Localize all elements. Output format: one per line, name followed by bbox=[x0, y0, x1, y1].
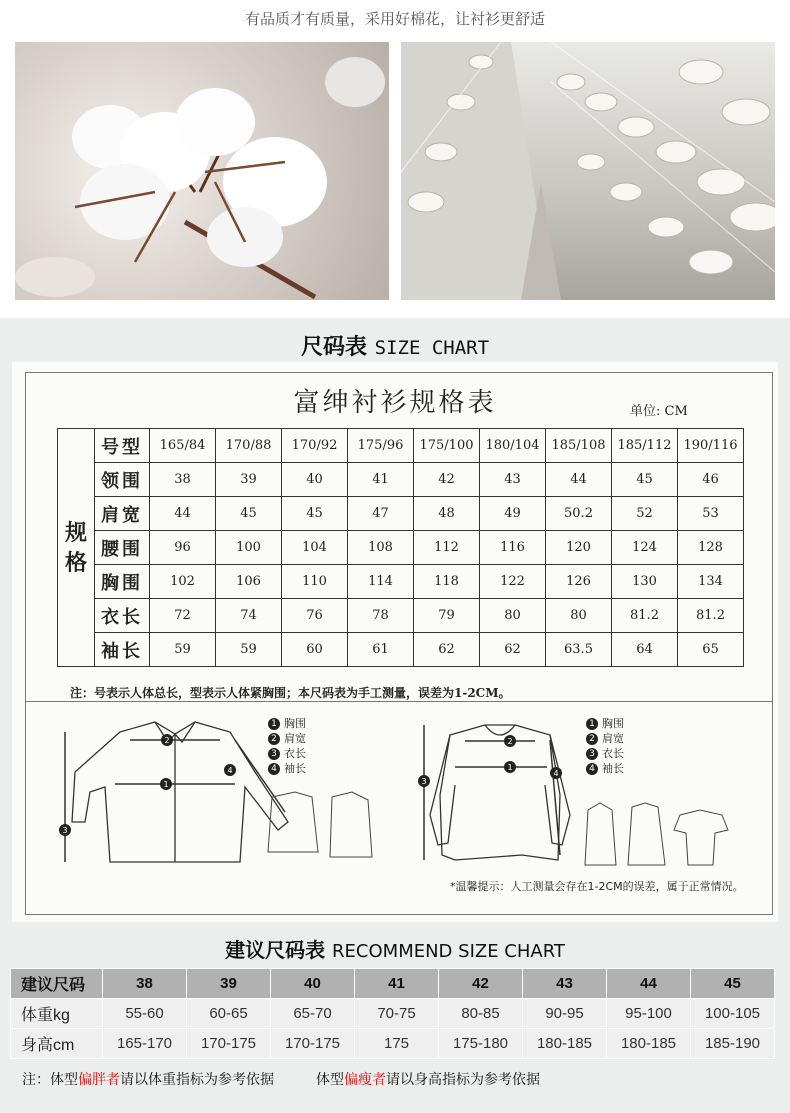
spec-size-header: 165/84 bbox=[150, 429, 216, 463]
spec-size-header: 190/116 bbox=[678, 429, 744, 463]
spec-row-label: 胸围 bbox=[95, 565, 150, 599]
spec-header-label: 号型 bbox=[95, 429, 150, 463]
svg-text:3: 3 bbox=[421, 777, 427, 786]
spec-cell: 41 bbox=[348, 463, 414, 497]
size-chart-title-en: SIZE CHART bbox=[374, 337, 490, 359]
recommend-title-cn: 建议尺码表 bbox=[225, 938, 326, 962]
recommend-cell: 175-180 bbox=[439, 1029, 523, 1059]
spec-cell: 110 bbox=[282, 565, 348, 599]
spec-cell: 49 bbox=[480, 497, 546, 531]
recommend-size-header: 39 bbox=[187, 969, 271, 999]
recommend-size-header: 44 bbox=[607, 969, 691, 999]
spec-cell: 61 bbox=[348, 633, 414, 667]
spec-cell: 120 bbox=[546, 531, 612, 565]
recommend-cell: 180-185 bbox=[523, 1029, 607, 1059]
spec-row-label: 腰围 bbox=[95, 531, 150, 565]
recommend-note bbox=[22, 1069, 540, 1089]
spec-row-length bbox=[58, 599, 744, 633]
recommend-cell: 55-60 bbox=[103, 999, 187, 1029]
spec-cell: 45 bbox=[216, 497, 282, 531]
spec-size-header: 180/104 bbox=[480, 429, 546, 463]
spec-row-label: 肩宽 bbox=[95, 497, 150, 531]
size-chart-title bbox=[0, 330, 790, 361]
recommend-cell: 175 bbox=[355, 1029, 439, 1059]
spec-cell: 100 bbox=[216, 531, 282, 565]
recommend-cell: 170-175 bbox=[271, 1029, 355, 1059]
recommend-row-height bbox=[11, 1029, 775, 1059]
spec-note: 注：号表示人体总长，型表示人体紧胸围；本尺码表为手工测量，误差为1-2CM。 bbox=[70, 686, 511, 700]
legend-label: 肩宽 bbox=[602, 732, 624, 745]
spec-size-header: 185/108 bbox=[546, 429, 612, 463]
note-prefix: 注：体型 bbox=[22, 1072, 78, 1088]
spec-row-label: 衣长 bbox=[95, 599, 150, 633]
spec-row-shoulder bbox=[58, 497, 744, 531]
spec-cell: 64 bbox=[612, 633, 678, 667]
legend-label: 衣长 bbox=[284, 747, 306, 760]
recommend-title-en: RECOMMEND SIZE CHART bbox=[332, 941, 565, 962]
spinning-mill-photo bbox=[401, 42, 775, 300]
spec-cell: 124 bbox=[612, 531, 678, 565]
spec-size-header: 175/96 bbox=[348, 429, 414, 463]
recommend-size-header: 38 bbox=[103, 969, 187, 999]
spec-cell: 44 bbox=[546, 463, 612, 497]
spec-cell: 46 bbox=[678, 463, 744, 497]
size-chart-title-cn: 尺码表 bbox=[300, 335, 367, 360]
spec-cell: 122 bbox=[480, 565, 546, 599]
recommend-cell: 165-170 bbox=[103, 1029, 187, 1059]
spec-sheet-title: 富绅衬衫规格表 bbox=[293, 388, 497, 418]
recommend-cell: 185-190 bbox=[691, 1029, 775, 1059]
legend-num-1: 1 bbox=[586, 718, 598, 730]
note-fat-word: 偏胖者 bbox=[78, 1072, 120, 1088]
spec-cell: 118 bbox=[414, 565, 480, 599]
spec-cell: 116 bbox=[480, 531, 546, 565]
recommend-row-weight bbox=[11, 999, 775, 1029]
spec-cell: 63.5 bbox=[546, 633, 612, 667]
sweater-measure-legend bbox=[586, 716, 624, 776]
spec-row-waist bbox=[58, 531, 744, 565]
spec-cell: 59 bbox=[216, 633, 282, 667]
recommend-cell: 90-95 bbox=[523, 999, 607, 1029]
spec-cell: 43 bbox=[480, 463, 546, 497]
svg-text:4: 4 bbox=[227, 766, 233, 775]
recommend-size-header: 40 bbox=[271, 969, 355, 999]
top-caption: 有品质才有质量，采用好棉花，让衬衫更舒适 bbox=[244, 10, 545, 28]
legend-label: 衣长 bbox=[602, 747, 624, 760]
spec-cell: 45 bbox=[282, 497, 348, 531]
legend-num-3: 3 bbox=[268, 748, 280, 760]
recommend-cell: 60-65 bbox=[187, 999, 271, 1029]
spec-cell: 74 bbox=[216, 599, 282, 633]
recommend-size-header: 45 bbox=[691, 969, 775, 999]
svg-text:4: 4 bbox=[553, 769, 559, 778]
recommend-size-header: 41 bbox=[355, 969, 439, 999]
svg-text:1: 1 bbox=[163, 780, 169, 789]
spec-row-label: 袖长 bbox=[95, 633, 150, 667]
spec-header-row bbox=[58, 429, 744, 463]
spec-cell: 40 bbox=[282, 463, 348, 497]
recommend-header-label: 建议尺码 bbox=[11, 969, 103, 999]
legend-label: 胸围 bbox=[284, 717, 306, 730]
recommend-cell: 80-85 bbox=[439, 999, 523, 1029]
recommend-size-header: 42 bbox=[439, 969, 523, 999]
svg-text:2: 2 bbox=[164, 736, 170, 745]
measure-tip: *温馨提示：人工测量会存在1-2CM的误差，属于正常情况。 bbox=[450, 880, 744, 893]
spec-size-header: 170/92 bbox=[282, 429, 348, 463]
spec-cell: 47 bbox=[348, 497, 414, 531]
spec-cell: 104 bbox=[282, 531, 348, 565]
spec-cell: 38 bbox=[150, 463, 216, 497]
recommend-header-row bbox=[11, 969, 775, 999]
recommend-row-label: 体重kg bbox=[11, 999, 103, 1029]
recommend-table bbox=[10, 968, 775, 1059]
spec-cell: 59 bbox=[150, 633, 216, 667]
recommend-cell: 100-105 bbox=[691, 999, 775, 1029]
spec-cell: 79 bbox=[414, 599, 480, 633]
spec-cell: 80 bbox=[546, 599, 612, 633]
spec-cell: 45 bbox=[612, 463, 678, 497]
svg-text:1: 1 bbox=[507, 763, 513, 772]
spec-cell: 52 bbox=[612, 497, 678, 531]
spec-cell: 134 bbox=[678, 565, 744, 599]
spec-cell: 112 bbox=[414, 531, 480, 565]
note-thin-prefix: 体型 bbox=[316, 1072, 344, 1088]
spec-size-header: 170/88 bbox=[216, 429, 282, 463]
recommend-cell: 170-175 bbox=[187, 1029, 271, 1059]
spec-cell: 130 bbox=[612, 565, 678, 599]
note-fat-rest: 请以体重指标为参考依据 bbox=[120, 1072, 274, 1088]
recommend-title bbox=[0, 934, 790, 963]
spec-size-header: 175/100 bbox=[414, 429, 480, 463]
spec-cell: 62 bbox=[480, 633, 546, 667]
spec-cell: 78 bbox=[348, 599, 414, 633]
spec-cell: 96 bbox=[150, 531, 216, 565]
spec-cell: 102 bbox=[150, 565, 216, 599]
spec-cell: 81.2 bbox=[612, 599, 678, 633]
spec-cell: 50.2 bbox=[546, 497, 612, 531]
spec-row-chest bbox=[58, 565, 744, 599]
recommend-cell: 70-75 bbox=[355, 999, 439, 1029]
recommend-cell: 65-70 bbox=[271, 999, 355, 1029]
spec-cell: 53 bbox=[678, 497, 744, 531]
spec-cell: 108 bbox=[348, 531, 414, 565]
legend-num-2: 2 bbox=[268, 733, 280, 745]
recommend-row-label: 身高cm bbox=[11, 1029, 103, 1059]
recommend-size-header: 43 bbox=[523, 969, 607, 999]
spec-cell: 80 bbox=[480, 599, 546, 633]
note-thin-rest: 请以身高指标为参考依据 bbox=[386, 1072, 540, 1088]
legend-num-3: 3 bbox=[586, 748, 598, 760]
legend-num-4: 4 bbox=[586, 763, 598, 775]
spec-cell: 81.2 bbox=[678, 599, 744, 633]
legend-num-2: 2 bbox=[586, 733, 598, 745]
spec-row-sleeve bbox=[58, 633, 744, 667]
spec-cell: 126 bbox=[546, 565, 612, 599]
legend-num-1: 1 bbox=[268, 718, 280, 730]
recommend-cell: 95-100 bbox=[607, 999, 691, 1029]
cotton-boll-photo bbox=[15, 42, 389, 300]
shirt-measure-diagram bbox=[50, 712, 380, 872]
unit-label: 单位: CM bbox=[630, 404, 688, 419]
spec-cell: 42 bbox=[414, 463, 480, 497]
spec-cell: 62 bbox=[414, 633, 480, 667]
spec-size-header: 185/112 bbox=[612, 429, 678, 463]
spec-table bbox=[57, 428, 744, 667]
spec-group-label: 规格 bbox=[58, 429, 95, 667]
recommend-cell: 180-185 bbox=[607, 1029, 691, 1059]
legend-num-4: 4 bbox=[268, 763, 280, 775]
svg-text:3: 3 bbox=[62, 826, 68, 835]
spec-cell: 39 bbox=[216, 463, 282, 497]
legend-label: 袖长 bbox=[284, 762, 306, 775]
spec-row-collar bbox=[58, 463, 744, 497]
spec-cell: 72 bbox=[150, 599, 216, 633]
spec-cell: 60 bbox=[282, 633, 348, 667]
legend-label: 肩宽 bbox=[284, 732, 306, 745]
spec-cell: 128 bbox=[678, 531, 744, 565]
spec-cell: 106 bbox=[216, 565, 282, 599]
spec-cell: 48 bbox=[414, 497, 480, 531]
shirt-measure-legend bbox=[268, 716, 306, 776]
legend-label: 胸围 bbox=[602, 717, 624, 730]
spec-cell: 44 bbox=[150, 497, 216, 531]
legend-label: 袖长 bbox=[602, 762, 624, 775]
note-thin-word: 偏瘦者 bbox=[344, 1072, 386, 1088]
spec-cell: 65 bbox=[678, 633, 744, 667]
spec-cell: 76 bbox=[282, 599, 348, 633]
svg-text:2: 2 bbox=[507, 737, 513, 746]
spec-cell: 114 bbox=[348, 565, 414, 599]
spec-row-label: 领围 bbox=[95, 463, 150, 497]
